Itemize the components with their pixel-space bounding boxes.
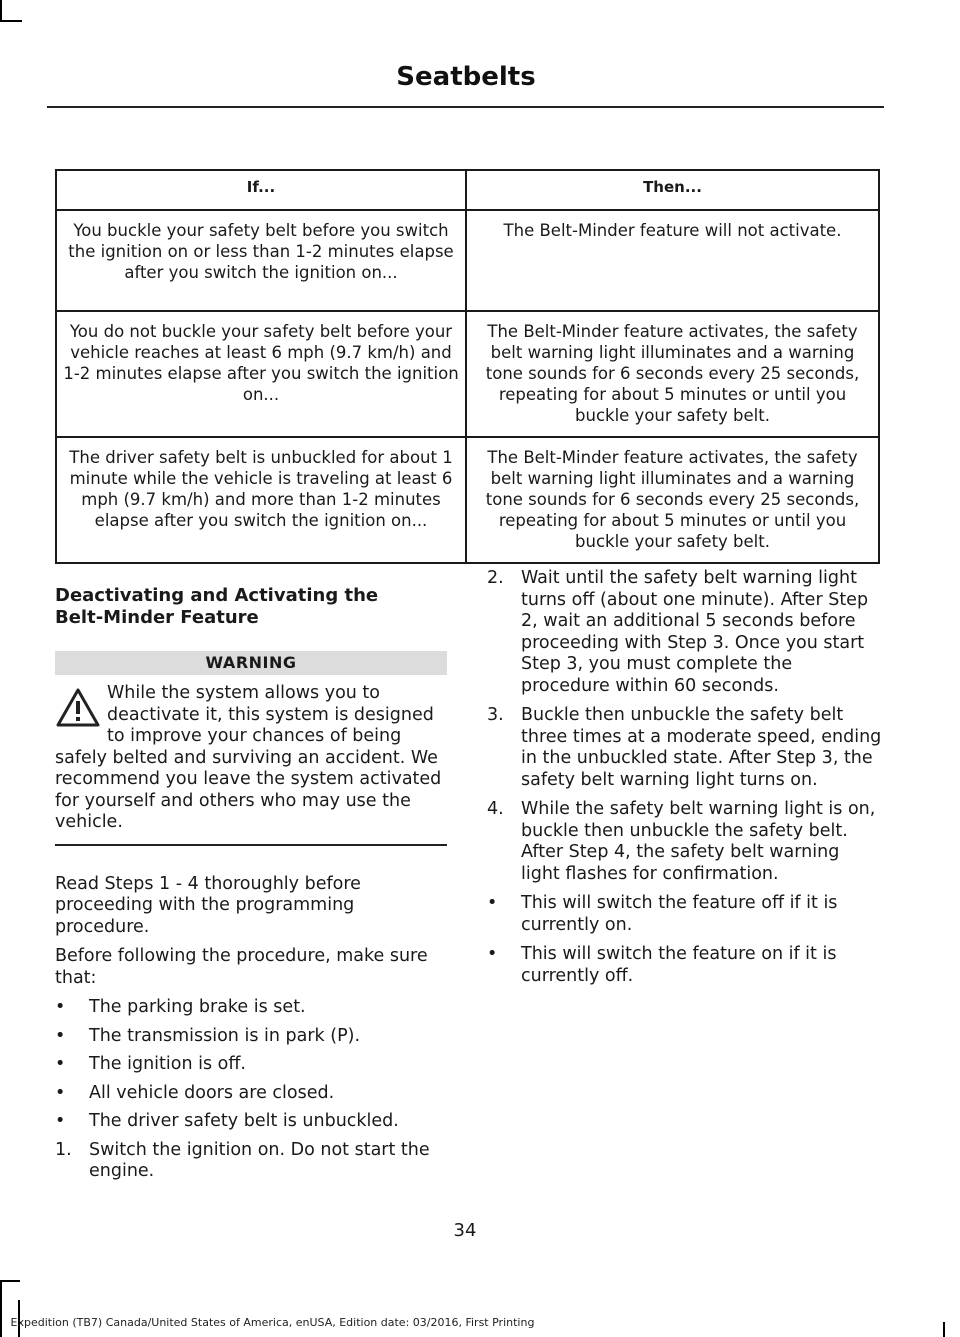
belt-minder-table — [55, 169, 880, 564]
left-column — [55, 585, 447, 1190]
step-number: 4. — [487, 799, 504, 819]
warning-text: While the system allows you to deactivate it, this system is designed to improve your chances of being safely belted and surviving an accident. We recommend you leave the system activated for yourself and others who may use the vehicle. — [55, 683, 442, 832]
table-row — [56, 311, 879, 437]
step-number: 2. — [487, 568, 504, 588]
bullet-mark: • — [55, 1111, 66, 1131]
table-row — [56, 437, 879, 563]
table-header-then: Then... — [466, 170, 879, 210]
bullet-mark: • — [55, 1054, 66, 1074]
list-item: • The transmission is in park (P). — [55, 1025, 361, 1046]
bullet-mark: • — [55, 1025, 66, 1046]
step-number: 3. — [487, 705, 504, 725]
bullet-mark: • — [55, 1082, 66, 1103]
table-cell: You buckle your safety belt before you switch the ignition on or less than 1-2 minutes elapse after you switch the ignition on... — [56, 210, 466, 311]
table-cell: The Belt-Minder feature activates, the safety belt warning light illuminates and a warning tone sounds for 6 seconds every 25 seconds, repeating for about 5 minutes or until you buckle your safety belt. — [466, 311, 879, 437]
step-item: 3. Buckle then unbuckle the safety belt three times at a moderate speed, ending in the unbuckled state. After Step 3, the safety belt warning light turns on. — [487, 705, 882, 790]
table-cell: The Belt-Minder feature will not activate. — [466, 210, 879, 311]
step-item: 1. Switch the ignition on. Do not start the engine. — [55, 1139, 430, 1181]
list-item: • The ignition is off. — [55, 1054, 246, 1074]
header-rule — [47, 106, 884, 108]
bullet-mark: • — [55, 997, 66, 1017]
page-title: Seatbelts — [396, 62, 536, 92]
table-header-row — [56, 170, 879, 210]
list-item: • The driver safety belt is unbuckled. — [55, 1111, 399, 1131]
table-cell: The driver safety belt is unbuckled for about 1 minute while the vehicle is traveling at least 6 mph (9.7 km/h) and more than 1-2 minutes elapse after you switch the ignition on... — [56, 437, 466, 563]
list-item: • This will switch the feature on if it is currently off. — [487, 944, 837, 986]
warning-triangle-icon — [55, 687, 101, 729]
table-header-if: If... — [56, 170, 466, 210]
bullet-mark: • — [487, 944, 498, 964]
step-number: 1. — [55, 1139, 72, 1160]
footer-text: Expedition (TB7) Canada/United States of America, enUSA, Edition date: 03/2016, First Printing — [10, 1316, 535, 1329]
table-cell: You do not buckle your safety belt before your vehicle reaches at least 6 mph (9.7 km/h) and 1-2 minutes elapse after you switch the ignition on... — [56, 311, 466, 437]
crop-mark — [0, 1280, 20, 1282]
crop-mark — [0, 0, 2, 22]
table-cell: The Belt-Minder feature activates, the safety belt warning light illuminates and a warning tone sounds for 6 seconds every 25 seconds, repeating for about 5 minutes or until you buckle your safety belt. — [466, 437, 879, 563]
right-column — [487, 568, 882, 995]
warning-label: WARNING — [55, 651, 447, 675]
warning-box — [55, 683, 447, 846]
page-number: 34 — [453, 1220, 477, 1241]
bullet-mark: • — [487, 893, 498, 913]
before-text: Before following the procedure, make sure that: — [55, 946, 428, 988]
list-item: • The parking brake is set. — [55, 997, 306, 1017]
list-item: • This will switch the feature off if it is currently on. — [487, 893, 838, 935]
list-item: • All vehicle doors are closed. — [55, 1082, 335, 1103]
step-item: 4. While the safety belt warning light is on, buckle then unbuckle the safety belt. After Step 4, the safety belt warning light flashes for confirmation. — [487, 799, 876, 884]
step-item: 2. Wait until the safety belt warning light turns off (about one minute). After Step 2, wait an additional 5 seconds before proceeding with Step 3. Once you start Step 3, you must complete the procedure within 60 seconds. — [487, 568, 869, 696]
section-heading: Deactivating and Activating the Belt-Minder Feature — [55, 585, 379, 628]
intro-text: Read Steps 1 - 4 thoroughly before proceeding with the programming procedure. — [55, 873, 361, 937]
crop-mark — [943, 1322, 945, 1337]
crop-mark — [0, 20, 22, 22]
table-row — [56, 210, 879, 311]
